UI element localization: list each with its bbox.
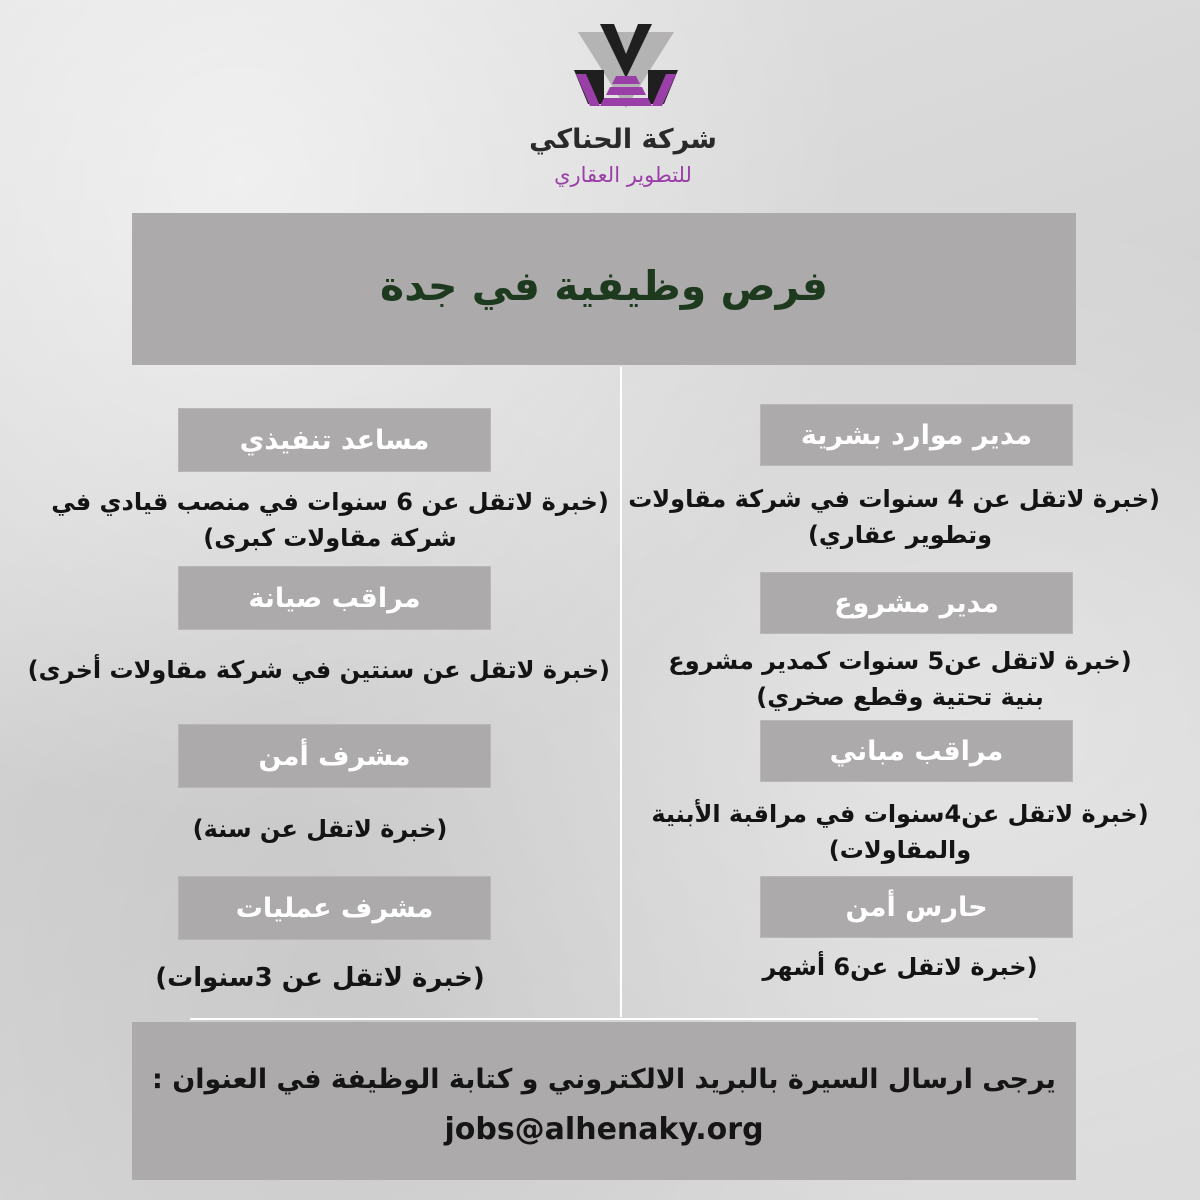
job-desc-hr-manager — [628, 481, 1160, 553]
company-subtitle: للتطوير العقاري — [554, 163, 692, 187]
company-logo — [570, 20, 682, 120]
page-title: فرص وظيفية في جدة — [379, 262, 829, 310]
footer-banner — [132, 1022, 1076, 1180]
horizontal-divider — [190, 1018, 1038, 1020]
job-desc-line: بنية تحتية وقطع صخري) — [756, 683, 1044, 711]
job-title-maintenance-inspector: مراقب صيانة — [178, 566, 491, 630]
header-banner — [132, 213, 1076, 365]
job-desc-line: (خبرة لاتقل عن6 أشهر — [762, 953, 1038, 981]
job-desc-line: (خبرة لاتقل عن 3سنوات) — [155, 963, 485, 993]
job-desc-line: (خبرة لاتقل عن سنة) — [192, 815, 448, 843]
application-instruction: يرجى ارسال السيرة بالبريد الالكتروني و كتابة الوظيفة في العنوان : — [152, 1064, 1056, 1095]
job-desc-building-inspector — [640, 796, 1160, 868]
job-title-security-supervisor: مشرف أمن — [178, 724, 491, 788]
job-desc-operations-supervisor — [30, 960, 610, 996]
job-desc-line: (خبرة لاتقل عن 4 سنوات في شركة مقاولات — [628, 485, 1160, 513]
job-desc-line: (خبرة لاتقل عن4سنوات في مراقبة الأبنية — [651, 800, 1149, 828]
job-desc-executive-assistant — [40, 484, 620, 556]
contact-email[interactable]: jobs@alhenaky.org — [444, 1112, 764, 1147]
job-desc-security-guard — [640, 949, 1160, 985]
job-desc-line: والمقاولات) — [828, 836, 972, 864]
job-desc-line: (خبرة لاتقل عن5 سنوات كمدير مشروع — [668, 647, 1132, 675]
job-desc-line: شركة مقاولات كبرى) — [203, 524, 457, 552]
job-title-executive-assistant: مساعد تنفيذي — [178, 408, 491, 472]
job-desc-security-supervisor — [30, 811, 610, 847]
job-title-security-guard: حارس أمن — [760, 876, 1073, 938]
job-title-operations-supervisor: مشرف عمليات — [178, 876, 491, 940]
vertical-divider — [620, 367, 622, 1017]
company-name: شركة الحناكي — [529, 124, 717, 155]
job-desc-maintenance-inspector — [27, 652, 610, 688]
job-desc-line: (خبرة لاتقل عن سنتين في شركة مقاولات أخرى) — [27, 656, 610, 684]
job-desc-line: (خبرة لاتقل عن 6 سنوات في منصب قيادي في — [51, 488, 609, 516]
job-desc-project-manager — [640, 643, 1160, 715]
job-title-building-inspector: مراقب مباني — [760, 720, 1073, 782]
job-desc-line: وتطوير عقاري) — [807, 521, 993, 549]
job-title-hr-manager: مدير موارد بشرية — [760, 404, 1073, 466]
job-title-project-manager: مدير مشروع — [760, 572, 1073, 634]
